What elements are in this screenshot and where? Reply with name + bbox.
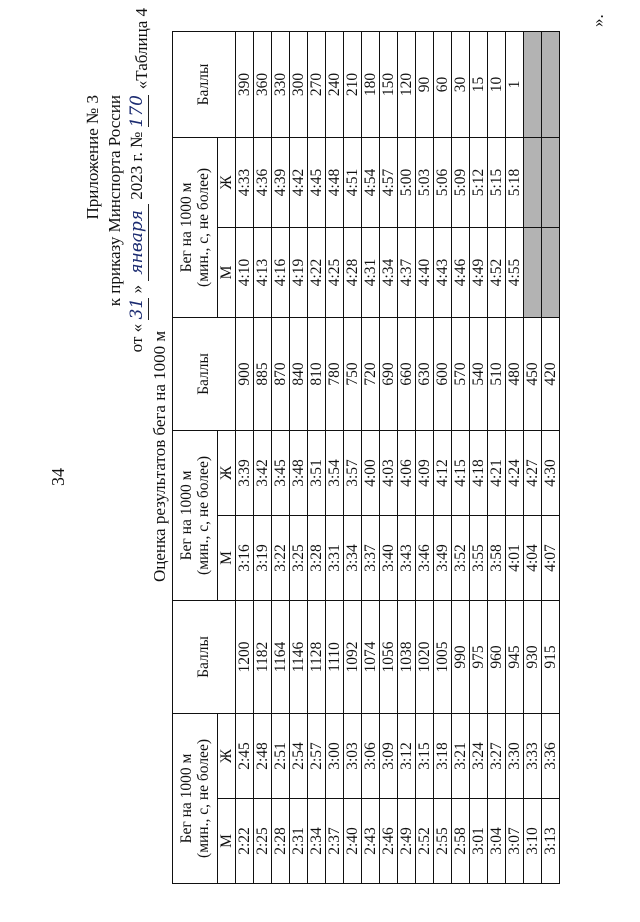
table-cell: 930 <box>524 600 542 713</box>
header-run-group-2 <box>173 430 218 600</box>
table-cell: 3:21 <box>452 713 470 798</box>
table-cell: 420 <box>542 317 560 430</box>
table-row <box>452 31 470 883</box>
table-cell: 3:13 <box>542 799 560 884</box>
header-male: М <box>218 515 236 600</box>
table-cell: 660 <box>398 317 416 430</box>
table-row <box>344 31 362 883</box>
table-cell: 4:10 <box>236 227 254 317</box>
table-cell: 210 <box>344 31 362 137</box>
table-cell: 3:51 <box>308 430 326 515</box>
table-cell: 2:37 <box>326 799 344 884</box>
table-cell: 840 <box>290 317 308 430</box>
table-cell: 3:45 <box>272 430 290 515</box>
table-row <box>236 31 254 883</box>
table-cell: 3:07 <box>506 799 524 884</box>
table-row <box>380 31 398 883</box>
appendix-title: Приложение № 3 <box>83 95 102 220</box>
table-cell: 4:40 <box>416 227 434 317</box>
table-cell: 4:25 <box>326 227 344 317</box>
table-row <box>326 31 344 883</box>
table-cell: 3:46 <box>416 515 434 600</box>
date-year: 2023 г. № <box>127 131 146 200</box>
appendix-date-line <box>126 95 149 352</box>
table-cell: 690 <box>380 317 398 430</box>
table-row <box>290 31 308 883</box>
table-cell: 120 <box>398 31 416 137</box>
table-cell: 4:45 <box>308 137 326 227</box>
table-cell: 810 <box>308 317 326 430</box>
header-female: Ж <box>218 430 236 515</box>
table-cell: 4:15 <box>452 430 470 515</box>
table-cell: 3:52 <box>452 515 470 600</box>
table-cell: 960 <box>488 600 506 713</box>
table-cell: 330 <box>272 31 290 137</box>
table-cell: 3:37 <box>362 515 380 600</box>
table-cell: 4:01 <box>506 515 524 600</box>
header-male: М <box>218 799 236 884</box>
table-cell: 720 <box>362 317 380 430</box>
table-cell: 3:09 <box>380 713 398 798</box>
table-cell: 4:31 <box>362 227 380 317</box>
table-cell: 5:12 <box>470 137 488 227</box>
table-cell: 1038 <box>398 600 416 713</box>
table-cell: 3:16 <box>236 515 254 600</box>
table-cell: 570 <box>452 317 470 430</box>
table-cell: 4:57 <box>380 137 398 227</box>
table-cell: 1074 <box>362 600 380 713</box>
table-subheader-row <box>218 31 236 883</box>
table-row <box>434 31 452 883</box>
table-cell: 360 <box>254 31 272 137</box>
table-cell: 3:25 <box>290 515 308 600</box>
date-prefix: от « <box>127 323 146 353</box>
table-cell: 4:04 <box>524 515 542 600</box>
table-cell: 4:33 <box>236 137 254 227</box>
table-cell: 4:00 <box>362 430 380 515</box>
table-cell: 2:54 <box>290 713 308 798</box>
table-cell: 1092 <box>344 600 362 713</box>
table-cell: 2:57 <box>308 713 326 798</box>
table-cell <box>542 137 560 227</box>
table-cell: 4:21 <box>488 430 506 515</box>
table-cell: 5:00 <box>398 137 416 227</box>
header-units-label: (мин., с, не более) <box>195 456 212 575</box>
table-cell: 630 <box>416 317 434 430</box>
table-cell: 1128 <box>308 600 326 713</box>
table-cell: 2:51 <box>272 713 290 798</box>
table-cell: 4:49 <box>470 227 488 317</box>
header-points-1: Баллы <box>173 600 236 713</box>
table-cell: 4:06 <box>398 430 416 515</box>
table-cell: 2:46 <box>380 799 398 884</box>
table-cell: 3:22 <box>272 515 290 600</box>
table-cell: 5:18 <box>506 137 524 227</box>
table-cell: 750 <box>344 317 362 430</box>
table-cell: 2:28 <box>272 799 290 884</box>
table-cell: 5:15 <box>488 137 506 227</box>
header-run-label: Бег на 1000 м <box>178 753 195 844</box>
table-cell: 3:31 <box>326 515 344 600</box>
table-cell: 3:33 <box>524 713 542 798</box>
table-cell: 5:06 <box>434 137 452 227</box>
table-cell: 4:24 <box>506 430 524 515</box>
table-cell: 4:51 <box>344 137 362 227</box>
table-cell: 3:18 <box>434 713 452 798</box>
table-cell: 4:07 <box>542 515 560 600</box>
header-run-group-3 <box>173 137 218 317</box>
table-cell: 90 <box>416 31 434 137</box>
table-cell: 2:58 <box>452 799 470 884</box>
table-cell: 240 <box>326 31 344 137</box>
table-cell: 3:10 <box>524 799 542 884</box>
table-cell: 3:39 <box>236 430 254 515</box>
table-cell <box>542 31 560 137</box>
table-cell: 900 <box>236 317 254 430</box>
table-cell: 3:28 <box>308 515 326 600</box>
table-cell <box>524 31 542 137</box>
table-cell: 1005 <box>434 600 452 713</box>
table-body <box>236 31 560 883</box>
table-cell: 4:39 <box>272 137 290 227</box>
table-row <box>272 31 290 883</box>
table-cell: 4:19 <box>290 227 308 317</box>
table-cell: 1110 <box>326 600 344 713</box>
results-table <box>172 31 560 884</box>
table-cell: 4:37 <box>398 227 416 317</box>
header-run-label: Бег на 1000 м <box>178 470 195 561</box>
table-cell: 2:34 <box>308 799 326 884</box>
table-cell: 975 <box>470 600 488 713</box>
table-number-label: «Таблица 4 <box>132 8 151 90</box>
table-cell: 2:52 <box>416 799 434 884</box>
table-cell: 510 <box>488 317 506 430</box>
table-row <box>470 31 488 883</box>
table-row <box>542 31 560 883</box>
table-cell: 4:48 <box>326 137 344 227</box>
table-cell: 3:42 <box>254 430 272 515</box>
table-cell: 1200 <box>236 600 254 713</box>
table-cell: 3:57 <box>344 430 362 515</box>
table-cell: 4:42 <box>290 137 308 227</box>
table-cell: 4:12 <box>434 430 452 515</box>
table-row <box>362 31 380 883</box>
table-cell: 3:54 <box>326 430 344 515</box>
table-row <box>524 31 542 883</box>
table-cell: 1146 <box>290 600 308 713</box>
table-cell: 4:55 <box>506 227 524 317</box>
appendix-order-ref: к приказу Минспорта России <box>105 95 124 307</box>
closing-quote: ». <box>588 14 607 27</box>
table-cell: 450 <box>524 317 542 430</box>
table-cell: 3:06 <box>362 713 380 798</box>
header-run-label: Бег на 1000 м <box>178 182 195 273</box>
table-cell: 3:34 <box>344 515 362 600</box>
date-quote: » <box>127 284 146 294</box>
table-cell: 4:46 <box>452 227 470 317</box>
table-cell: 1182 <box>254 600 272 713</box>
table-cell: 2:31 <box>290 799 308 884</box>
table-cell: 2:22 <box>236 799 254 884</box>
table-cell: 270 <box>308 31 326 137</box>
table-cell: 4:03 <box>380 430 398 515</box>
table-cell: 3:15 <box>416 713 434 798</box>
table-cell: 180 <box>362 31 380 137</box>
table-cell: 3:12 <box>398 713 416 798</box>
table-cell: 1056 <box>380 600 398 713</box>
table-cell: 5:09 <box>452 137 470 227</box>
table-cell: 780 <box>326 317 344 430</box>
table-cell: 3:24 <box>470 713 488 798</box>
table-cell: 4:54 <box>362 137 380 227</box>
table-cell: 3:48 <box>290 430 308 515</box>
table-cell <box>524 137 542 227</box>
table-cell: 1020 <box>416 600 434 713</box>
table-cell: 540 <box>470 317 488 430</box>
header-run-group-1 <box>173 713 218 883</box>
table-row <box>308 31 326 883</box>
table-header-row <box>173 31 218 883</box>
header-female: Ж <box>218 137 236 227</box>
table-cell: 3:01 <box>470 799 488 884</box>
header-points-3: Баллы <box>173 31 236 137</box>
table-row <box>416 31 434 883</box>
table-cell: 2:49 <box>398 799 416 884</box>
table-cell: 150 <box>380 31 398 137</box>
header-points-2: Баллы <box>173 317 236 430</box>
table-cell <box>524 227 542 317</box>
header-male: М <box>218 227 236 317</box>
table-cell: 4:13 <box>254 227 272 317</box>
handwritten-order-number: 170 <box>127 95 147 128</box>
table-row <box>254 31 272 883</box>
table-title: Оценка результатов бега на 1000 м <box>150 330 169 582</box>
table-cell: 4:30 <box>542 430 560 515</box>
table-cell: 480 <box>506 317 524 430</box>
appendix-header <box>82 95 149 352</box>
table-cell: 885 <box>254 317 272 430</box>
table-cell: 3:43 <box>398 515 416 600</box>
table-cell: 945 <box>506 600 524 713</box>
table-cell: 4:34 <box>380 227 398 317</box>
table-cell: 300 <box>290 31 308 137</box>
table-cell: 4:27 <box>524 430 542 515</box>
table-cell: 4:52 <box>488 227 506 317</box>
table-cell: 10 <box>488 31 506 137</box>
table-cell: 3:00 <box>326 713 344 798</box>
handwritten-month: января <box>126 204 149 281</box>
table-row <box>506 31 524 883</box>
table-cell: 4:18 <box>470 430 488 515</box>
table-cell: 3:03 <box>344 713 362 798</box>
table-cell: 4:22 <box>308 227 326 317</box>
table-row <box>488 31 506 883</box>
header-units-label: (мин., с, не более) <box>195 739 212 858</box>
table-cell: 915 <box>542 600 560 713</box>
table-cell: 1164 <box>272 600 290 713</box>
header-female: Ж <box>218 713 236 798</box>
table-cell: 3:04 <box>488 799 506 884</box>
table-cell: 3:40 <box>380 515 398 600</box>
table-cell: 3:49 <box>434 515 452 600</box>
table-cell: 3:27 <box>488 713 506 798</box>
table-cell: 1 <box>506 31 524 137</box>
table-cell: 30 <box>452 31 470 137</box>
table-cell: 4:09 <box>416 430 434 515</box>
table-cell: 990 <box>452 600 470 713</box>
table-cell: 390 <box>236 31 254 137</box>
table-cell: 2:55 <box>434 799 452 884</box>
table-cell: 2:48 <box>254 713 272 798</box>
table-cell: 3:19 <box>254 515 272 600</box>
table-cell: 2:25 <box>254 799 272 884</box>
table-row <box>398 31 416 883</box>
table-cell: 60 <box>434 31 452 137</box>
table-cell: 600 <box>434 317 452 430</box>
table-cell: 4:43 <box>434 227 452 317</box>
table-cell: 3:58 <box>488 515 506 600</box>
table-cell: 3:30 <box>506 713 524 798</box>
table-cell: 3:55 <box>470 515 488 600</box>
table-cell: 4:28 <box>344 227 362 317</box>
header-units-label: (мин., с, не более) <box>195 167 212 287</box>
table-cell: 3:36 <box>542 713 560 798</box>
table-cell: 2:45 <box>236 713 254 798</box>
table-cell <box>542 227 560 317</box>
table-cell: 15 <box>470 31 488 137</box>
table-cell: 5:03 <box>416 137 434 227</box>
handwritten-day: 31 <box>127 297 147 320</box>
table-cell: 870 <box>272 317 290 430</box>
page-number: 34 <box>48 468 68 486</box>
table-cell: 2:40 <box>344 799 362 884</box>
table-cell: 2:43 <box>362 799 380 884</box>
table-cell: 4:36 <box>254 137 272 227</box>
table-cell: 4:16 <box>272 227 290 317</box>
